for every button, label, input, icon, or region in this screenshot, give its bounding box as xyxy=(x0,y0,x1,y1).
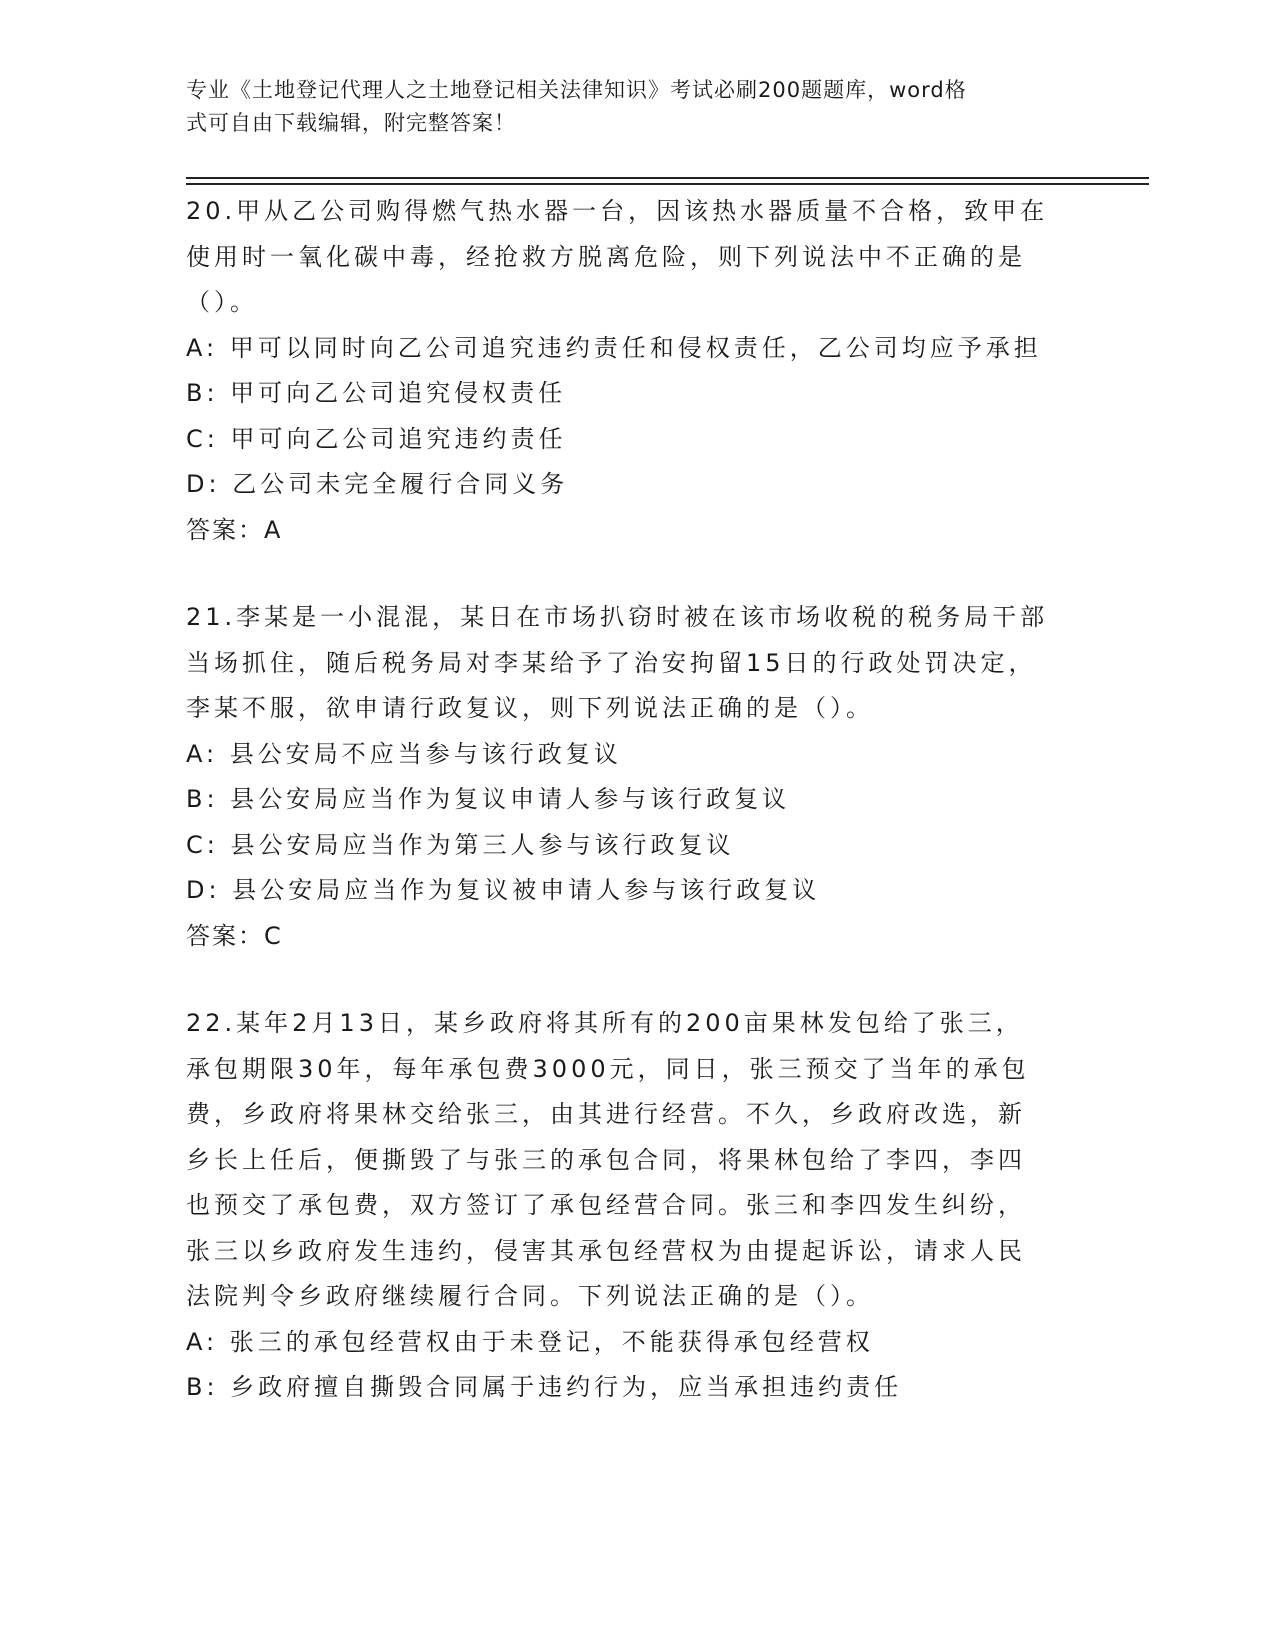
option-d: D: 乙公司未完全履行合同义务 xyxy=(186,470,569,498)
question-line: 李某不服，欲申请行政复议，则下列说法正确的是（）。 xyxy=(186,694,874,722)
option-c: C: 县公安局应当作为第三人参与该行政复议 xyxy=(186,830,735,859)
option-a: A: 张三的承包经营权由于未登记，不能获得承包经营权 xyxy=(186,1327,874,1356)
question-line: 21.李某是一小混混，某日在市场扒窃时被在该市场收税的税务局干部 xyxy=(186,603,1049,631)
header-divider-top xyxy=(186,177,1149,179)
option-a: A: 县公安局不应当参与该行政复议 xyxy=(186,739,622,768)
question-list xyxy=(186,189,1066,1453)
header-divider-bottom xyxy=(186,183,1149,185)
document-header xyxy=(186,74,1066,140)
question-line: 乡长上任后，便撕毁了与张三的承包合同，将果林包给了李四，李四 xyxy=(186,1145,1026,1174)
answer-label: 答案：A xyxy=(186,515,283,544)
option-b: B: 乡政府擅自撕毁合同属于违约行为，应当承担违约责任 xyxy=(186,1373,903,1401)
option-a: A: 甲可以同时向乙公司追究违约责任和侵权责任，乙公司均应予承担 xyxy=(186,333,1042,362)
question-item xyxy=(186,1001,1066,1411)
question-line: 也预交了承包费，双方签订了承包经营合同。张三和李四发生纠纷， xyxy=(186,1191,1026,1219)
question-line: 20.甲从乙公司购得燃气热水器一台，因该热水器质量不合格，致甲在 xyxy=(186,197,1049,225)
option-d: D: 县公安局应当作为复议被申请人参与该行政复议 xyxy=(186,876,821,904)
question-line: 张三以乡政府发生违约，侵害其承包经营权为由提起诉讼，请求人民 xyxy=(186,1236,1026,1265)
question-line: 当场抓住，随后税务局对李某给予了治安拘留15日的行政处罚决定， xyxy=(186,648,1037,677)
option-b: B: 甲可向乙公司追究侵权责任 xyxy=(186,379,567,407)
question-line: （）。 xyxy=(186,288,258,316)
question-item xyxy=(186,189,1066,553)
question-line: 法院判令乡政府继续履行合同。下列说法正确的是（）。 xyxy=(186,1282,874,1310)
header-line-2: 式可自由下载编辑，附完整答案！ xyxy=(186,111,516,135)
answer-label: 答案：C xyxy=(186,921,283,950)
question-item xyxy=(186,595,1066,959)
option-b: B: 县公安局应当作为复议申请人参与该行政复议 xyxy=(186,785,791,813)
question-line: 费，乡政府将果林交给张三，由其进行经营。不久，乡政府改选，新 xyxy=(186,1100,1026,1128)
question-line: 使用时一氧化碳中毒，经抢救方脱离危险，则下列说法中不正确的是 xyxy=(186,242,1026,271)
header-line-1: 专业《土地登记代理人之土地登记相关法律知识》考试必刷200题题库，word格 xyxy=(186,78,967,102)
option-c: C: 甲可向乙公司追究违约责任 xyxy=(186,424,567,453)
question-line: 22.某年2月13日，某乡政府将其所有的200亩果林发包给了张三， xyxy=(186,1009,1024,1037)
question-line: 承包期限30年，每年承包费3000元，同日，张三预交了当年的承包 xyxy=(186,1054,1030,1083)
